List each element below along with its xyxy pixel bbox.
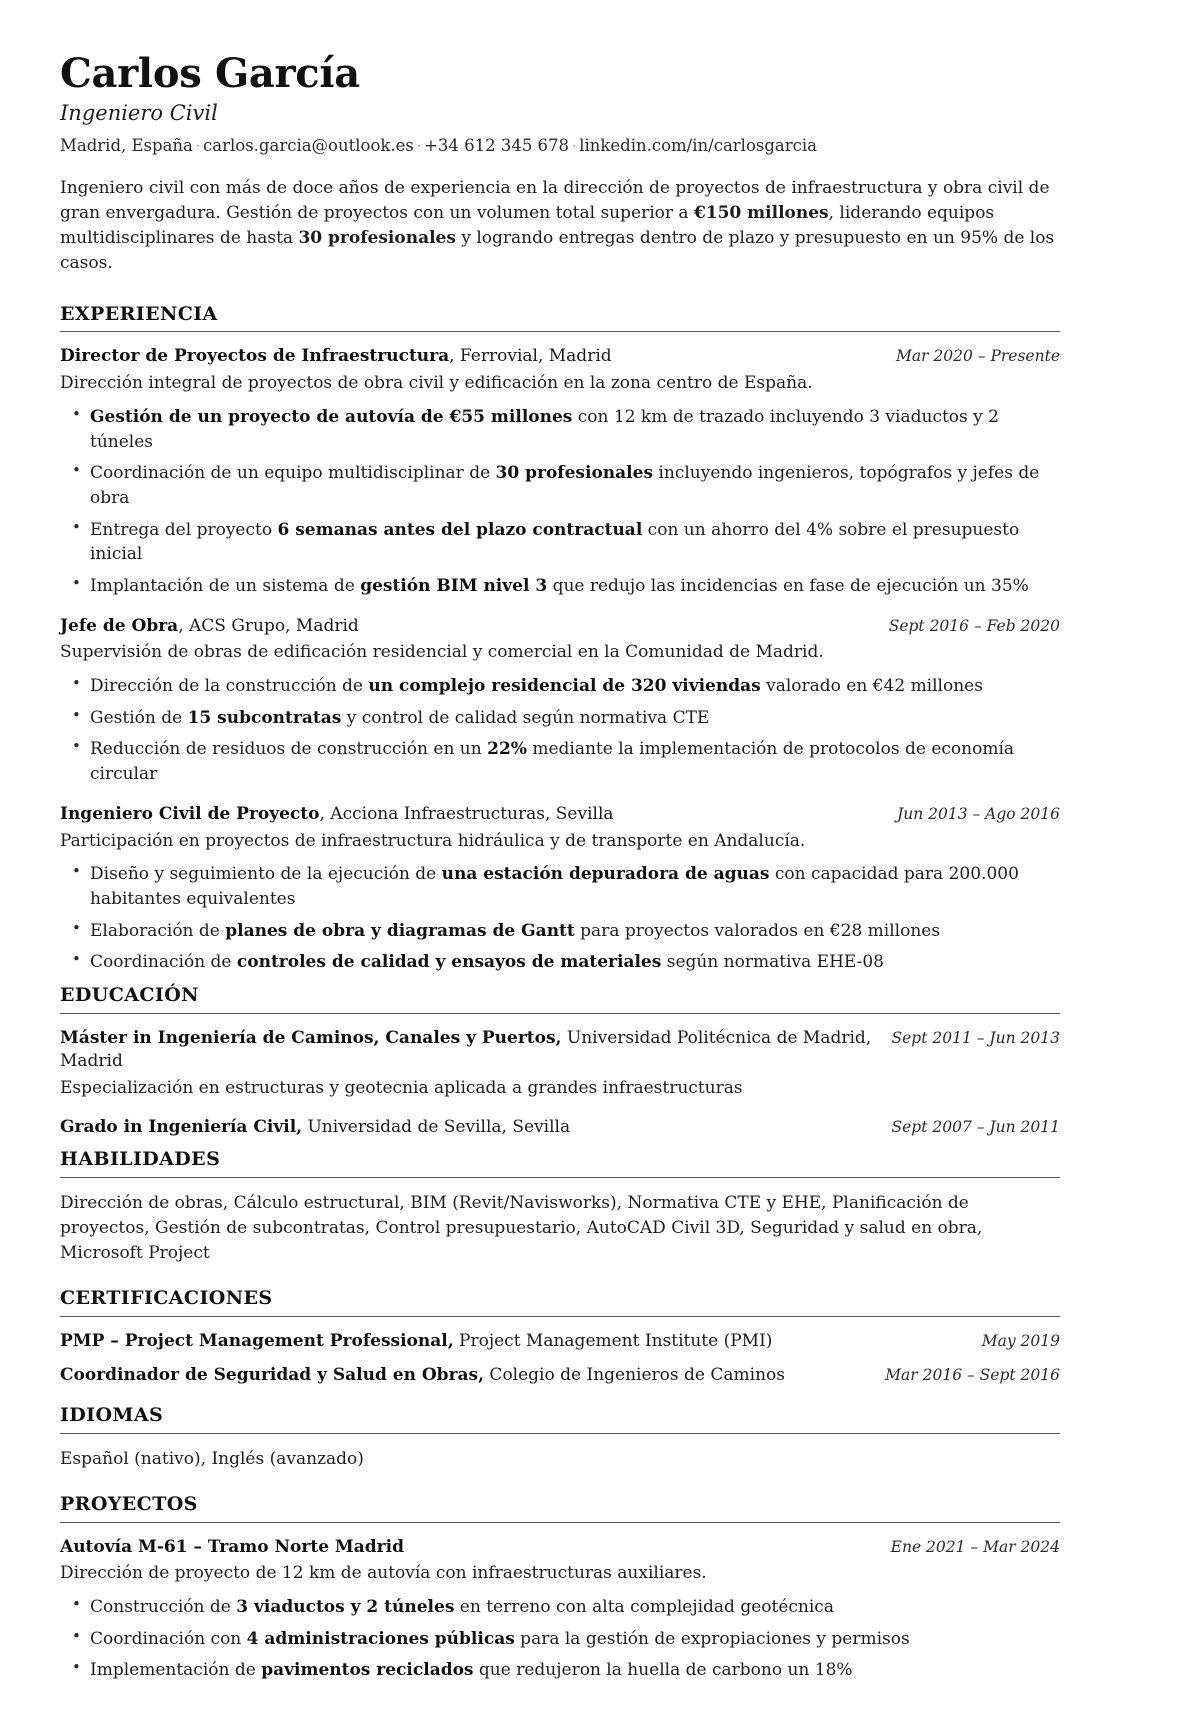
bullet-list	[60, 405, 1060, 598]
entry-header	[60, 1027, 1060, 1073]
entry-header	[60, 803, 1060, 826]
job-title: Ingeniero Civil de Proyecto, Acciona Infraestructuras, Sevilla	[60, 803, 614, 824]
certification-name: PMP – Project Management Professional, Project Management Institute (PMI)	[60, 1330, 773, 1351]
section-divider	[60, 331, 1060, 332]
certification-date: Mar 2016 – Sept 2016	[885, 1365, 1060, 1384]
contact-separator: ·	[416, 139, 422, 155]
skills-list: Dirección de obras, Cálculo estructural, BIM (Revit/Navisworks), Normativa CTE y EHE, Planificación de proyectos, Gestión de subcontratas, Control presupuestario, AutoCAD Civil 3D, Seguridad y salud en obra, Microsoft Project	[60, 1193, 983, 1264]
entry-header	[60, 1116, 1060, 1139]
profile-summary: Ingeniero civil con más de doce años de experiencia en la dirección de proyectos de infraestructura y obra civil de gran envergadura. Gestión de proyectos con un volumen total superior a €150 millones, liderando equipos multidisciplinares de hasta 30 profesionales y logrando entregas dentro de plazo y presupuesto en un 95% de los casos.	[60, 177, 1055, 273]
section-title-languages: IDIOMAS	[60, 1403, 164, 1426]
section-experience	[60, 304, 1060, 975]
degree-title: Máster in Ingeniería de Caminos, Canales y Puertos, Universidad Politécnica de Madrid, Madrid	[60, 1027, 872, 1071]
bullet-item: • Elaboración de planes de obra y diagramas de Gantt para proyectos valorados en €28 millones	[60, 919, 1060, 944]
contact-phone[interactable]: +34 612 345 678	[424, 136, 570, 156]
bullet-list	[60, 1595, 1060, 1683]
entry-description: Dirección integral de proyectos de obra civil y edificación en la zona centro de España.	[60, 373, 813, 394]
bullet-list	[60, 862, 1060, 975]
section-title-skills: HABILIDADES	[60, 1148, 221, 1171]
bullet-item: • Entrega del proyecto 6 semanas antes del plazo contractual con un ahorro del 4% sobre el presupuesto inicial	[60, 518, 1060, 567]
languages-list: Español (nativo), Inglés (avanzado)	[60, 1448, 364, 1469]
section-education	[60, 985, 1060, 1139]
entry-date: Ene 2021 – Mar 2024	[890, 1537, 1060, 1556]
entry-date: Sept 2007 – Jun 2011	[891, 1118, 1060, 1137]
entry-header	[60, 1536, 1060, 1559]
candidate-headline: Ingeniero Civil	[60, 101, 218, 126]
certification-entry	[60, 1330, 1060, 1353]
contact-line	[60, 135, 1060, 157]
entry-description: Especialización en estructuras y geotecnia aplicada a grandes infraestructuras	[60, 1077, 743, 1098]
section-title-projects: PROYECTOS	[60, 1492, 198, 1515]
education-entry	[60, 1116, 1060, 1139]
entry-description: Participación en proyectos de infraestructura hidráulica y de transporte en Andalucía.	[60, 830, 806, 851]
certification-entries	[60, 1330, 1060, 1387]
section-projects	[60, 1494, 1060, 1683]
bullet-item: • Coordinación con 4 administraciones públicas para la gestión de expropiaciones y permisos	[60, 1627, 1060, 1652]
entry-header	[60, 345, 1060, 368]
contact-separator: ·	[572, 139, 577, 155]
entry-date: Jun 2013 – Ago 2016	[897, 804, 1060, 823]
project-entries	[60, 1536, 1060, 1684]
job-title: Director de Proyectos de Infraestructura, Ferrovial, Madrid	[60, 346, 612, 367]
bullet-item: • Coordinación de controles de calidad y ensayos de materiales según normativa EHE-08	[60, 950, 1060, 975]
bullet-item: • Implantación de un sistema de gestión BIM nivel 3 que redujo las incidencias en fase de ejecución un 35%	[60, 574, 1060, 599]
section-languages	[60, 1405, 1060, 1488]
section-divider	[60, 1522, 1060, 1523]
section-divider	[60, 1177, 1060, 1178]
contact-email[interactable]: carlos.garcia@outlook.es	[203, 136, 414, 156]
section-title-certifications: CERTIFICACIONES	[60, 1287, 273, 1309]
certification-entry	[60, 1364, 1060, 1387]
bullet-item: • Gestión de un proyecto de autovía de €55 millones con 12 km de trazado incluyendo 3 viaductos y 2 túneles	[60, 405, 1060, 454]
entry-header	[60, 615, 1060, 638]
bullet-item: • Gestión de 15 subcontratas y control de calidad según normativa CTE	[60, 706, 1060, 731]
bullet-item: • Construcción de 3 viaductos y 2 túneles en terreno con alta complejidad geotécnica	[60, 1595, 1060, 1620]
bullet-item: • Implementación de pavimentos reciclados que redujeron la huella de carbono un 18%	[60, 1658, 1060, 1683]
bullet-item: • Coordinación de un equipo multidisciplinar de 30 profesionales incluyendo ingenieros, topógrafos y jefes de obra	[60, 461, 1060, 510]
bullet-item: • Reducción de residuos de construcción en un 22% mediante la implementación de protocolos de economía circular	[60, 737, 1060, 786]
section-title-experience: EXPERIENCIA	[60, 302, 218, 325]
section-divider	[60, 1316, 1060, 1317]
degree-title: Grado in Ingeniería Civil, Universidad de Sevilla, Sevilla	[60, 1117, 571, 1138]
entry-date: Sept 2011 – Jun 2013	[891, 1028, 1060, 1047]
bullet-item: • Dirección de la construcción de un complejo residencial de 320 viviendas valorado en €42 millones	[60, 674, 1060, 699]
job-title: Jefe de Obra, ACS Grupo, Madrid	[60, 615, 359, 636]
resume-header	[60, 52, 1060, 276]
entry-date: Sept 2016 – Feb 2020	[888, 616, 1060, 635]
experience-entry	[60, 615, 1060, 787]
bullet-list	[60, 674, 1060, 787]
contact-linkedin[interactable]: linkedin.com/in/carlosgarcia	[579, 136, 817, 156]
entry-description: Dirección de proyecto de 12 km de autovía con infraestructuras auxiliares.	[60, 1563, 707, 1584]
contact-separator: ·	[195, 139, 201, 155]
section-divider	[60, 1013, 1060, 1014]
section-divider	[60, 1433, 1060, 1434]
contact-location: Madrid, España	[60, 136, 193, 156]
candidate-name: Carlos García	[60, 50, 360, 97]
experience-entries	[60, 345, 1060, 974]
project-entry	[60, 1536, 1060, 1684]
bullet-item: • Diseño y seguimiento de la ejecución de una estación depuradora de aguas con capacidad para 200.000 habitantes equivalentes	[60, 862, 1060, 911]
entry-description: Supervisión de obras de edificación residencial y comercial en la Comunidad de Madrid.	[60, 642, 824, 663]
certification-name: Coordinador de Seguridad y Salud en Obras, Colegio de Ingenieros de Caminos	[60, 1364, 785, 1385]
certification-date: May 2019	[981, 1331, 1060, 1350]
entry-date: Mar 2020 – Presente	[895, 347, 1060, 366]
section-certifications	[60, 1288, 1060, 1399]
section-skills	[60, 1149, 1060, 1282]
project-title: Autovía M-61 – Tramo Norte Madrid	[60, 1536, 404, 1557]
education-entry	[60, 1027, 1060, 1101]
education-entries	[60, 1027, 1060, 1139]
experience-entry	[60, 345, 1060, 598]
experience-entry	[60, 803, 1060, 975]
section-title-education: EDUCACIÓN	[60, 983, 199, 1006]
